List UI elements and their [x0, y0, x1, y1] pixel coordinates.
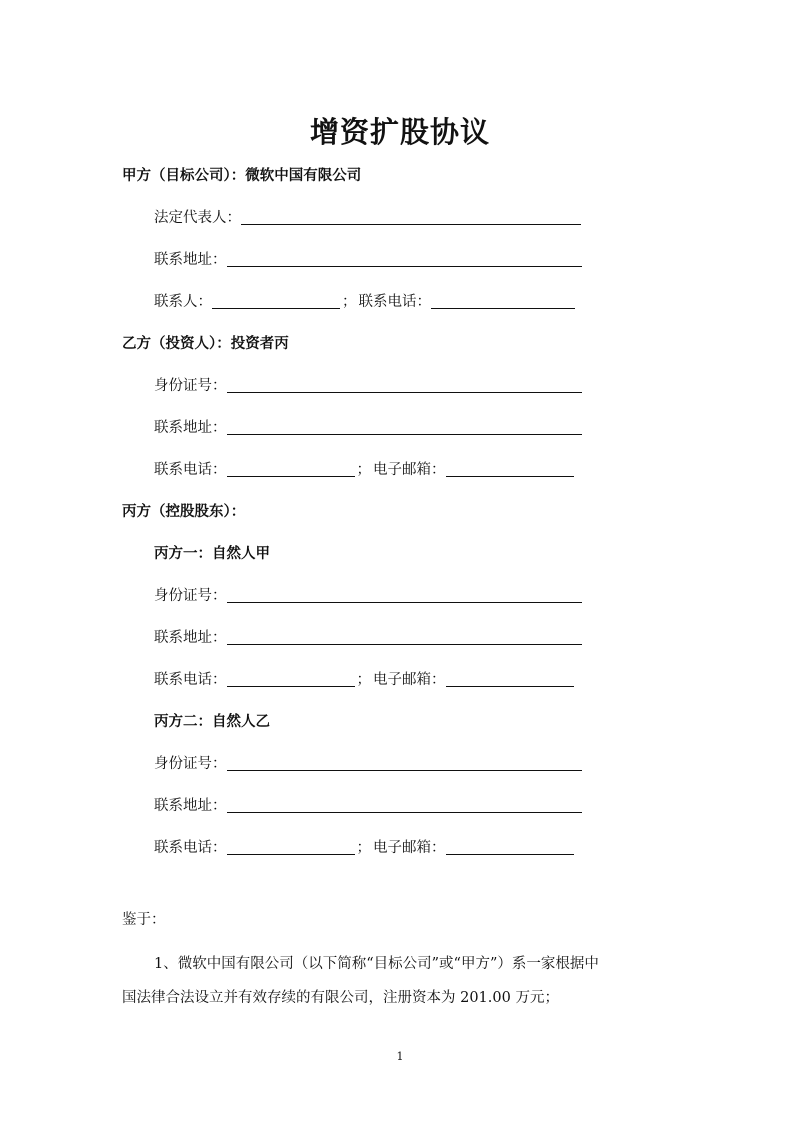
party-c1-id-row	[154, 586, 582, 606]
email-field[interactable]	[446, 840, 574, 855]
address-label: 联系地址：	[154, 630, 227, 646]
id-label: 身份证号：	[154, 588, 227, 604]
whereas-item-1-line-2: 国法律合法设立并有效存续的有限公司，注册资本为 201.00 万元；	[122, 990, 559, 1006]
party-c1-phone-email-row	[154, 670, 574, 690]
address-label: 联系地址：	[154, 420, 227, 436]
phone-field[interactable]	[227, 672, 355, 687]
phone-label: 联系电话：	[154, 672, 227, 688]
legal-rep-label: 法定代表人：	[154, 210, 241, 226]
id-label: 身份证号：	[154, 756, 227, 772]
email-label: 电子邮箱：	[373, 840, 446, 856]
party-b-address-row	[154, 418, 582, 438]
address-label: 联系地址：	[154, 798, 227, 814]
phone-field[interactable]	[431, 294, 575, 309]
party-a-heading: 甲方（目标公司）：微软中国有限公司	[122, 168, 362, 184]
page-title: 增资扩股协议	[309, 115, 490, 149]
party-c2-address-row	[154, 796, 582, 816]
phone-field[interactable]	[227, 840, 355, 855]
party-c1-address-row	[154, 628, 582, 648]
address-field[interactable]	[227, 630, 582, 645]
party-c2-id-row	[154, 754, 582, 774]
party-a-legal-rep-row	[154, 208, 581, 228]
whereas-item-1-line-1: 1、微软中国有限公司（以下简称“目标公司”或“甲方”）系一家根据中	[154, 956, 599, 972]
id-label: 身份证号：	[154, 378, 227, 394]
separator: ；	[342, 294, 357, 310]
id-field[interactable]	[227, 588, 582, 603]
separator: ；	[356, 672, 371, 688]
address-field[interactable]	[227, 420, 582, 435]
address-field[interactable]	[227, 798, 582, 813]
address-field[interactable]	[227, 252, 582, 267]
party-a-address-row	[154, 250, 582, 270]
address-label: 联系地址：	[154, 252, 227, 268]
contact-label: 联系人：	[154, 294, 212, 310]
phone-field[interactable]	[227, 462, 355, 477]
party-c2-heading: 丙方二：自然人乙	[154, 714, 270, 730]
party-b-id-row	[154, 376, 582, 396]
party-b-phone-email-row	[154, 460, 574, 480]
party-c-heading: 丙方（控股股东）：	[122, 504, 246, 520]
phone-label: 联系电话：	[358, 294, 431, 310]
email-label: 电子邮箱：	[373, 462, 446, 478]
email-field[interactable]	[446, 462, 574, 477]
party-a-contact-row	[154, 292, 575, 312]
whereas-heading: 鉴于：	[122, 912, 166, 928]
party-b-heading: 乙方（投资人）：投资者丙	[122, 336, 289, 352]
email-label: 电子邮箱：	[373, 672, 446, 688]
legal-rep-field[interactable]	[241, 210, 581, 225]
separator: ；	[356, 840, 371, 856]
page-number: 1	[396, 1050, 404, 1063]
id-field[interactable]	[227, 378, 582, 393]
phone-label: 联系电话：	[154, 462, 227, 478]
id-field[interactable]	[227, 756, 582, 771]
email-field[interactable]	[446, 672, 574, 687]
phone-label: 联系电话：	[154, 840, 227, 856]
contact-field[interactable]	[212, 294, 340, 309]
party-c2-phone-email-row	[154, 838, 574, 858]
party-c1-heading: 丙方一：自然人甲	[154, 546, 270, 562]
separator: ；	[356, 462, 371, 478]
